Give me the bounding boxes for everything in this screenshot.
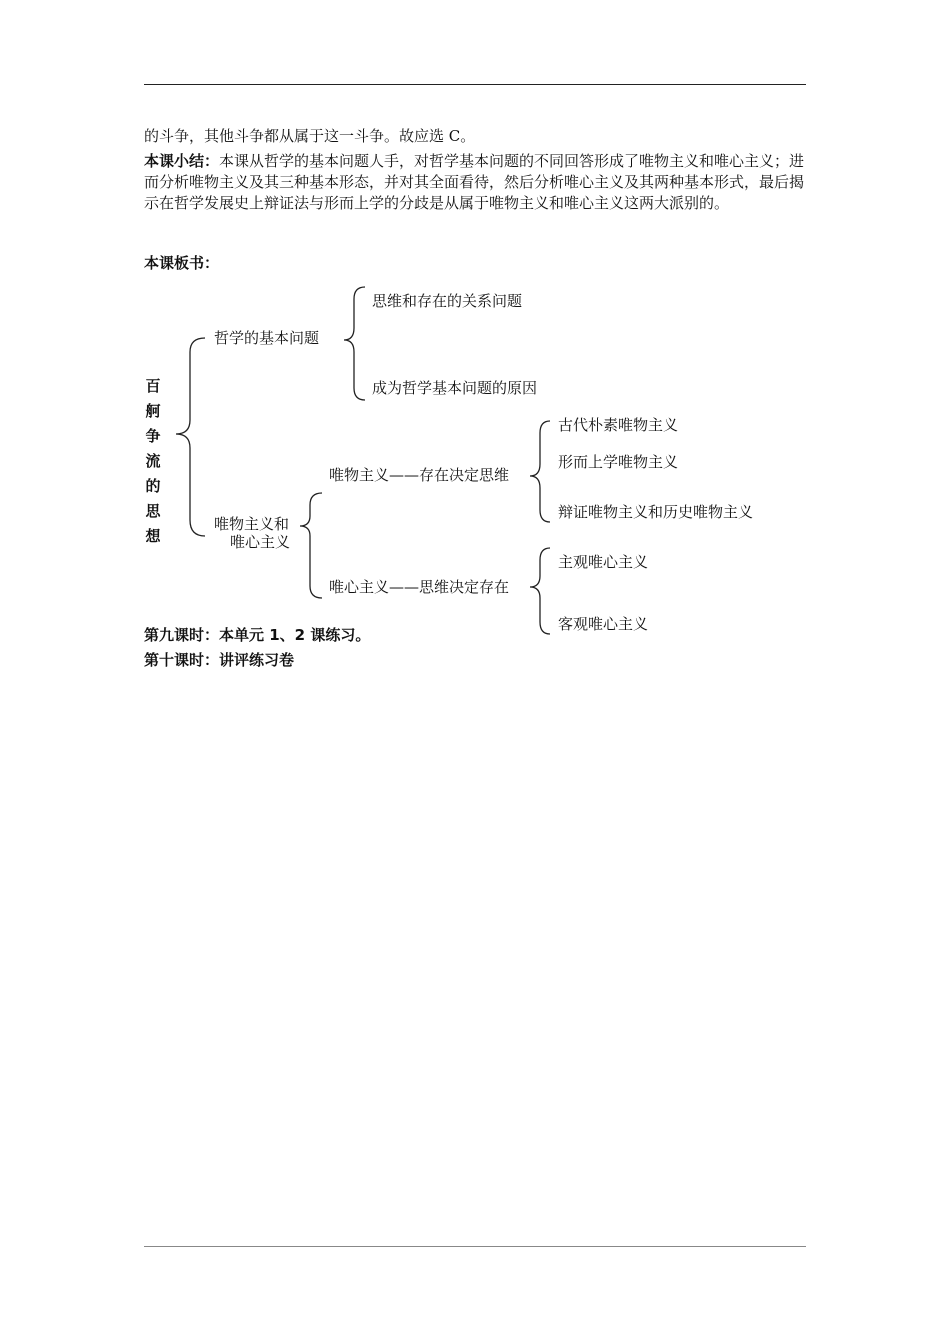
lesson9-line: 第九课时：本单元 1、2 课练习。 <box>144 626 371 644</box>
root-char: 想 <box>145 527 161 545</box>
branch1-child: 思维和存在的关系问题 <box>372 292 523 310</box>
idealism-child: 主观唯心主义 <box>558 553 649 571</box>
root-char: 流 <box>145 452 161 470</box>
branch2-brace <box>300 493 322 598</box>
board-label: 本课板书： <box>144 254 220 272</box>
root-char: 思 <box>145 502 161 520</box>
idealism-label: 唯心主义——思维决定存在 <box>329 578 510 596</box>
branch1-child: 成为哲学基本问题的原因 <box>372 379 538 397</box>
root-char: 舸 <box>145 402 161 420</box>
footer-rule <box>144 1246 806 1247</box>
branch2-label-line2: 唯心主义 <box>230 533 291 551</box>
materialism-brace <box>530 421 550 522</box>
materialism-child: 形而上学唯物主义 <box>558 453 679 471</box>
root-char: 争 <box>145 427 161 445</box>
summary-label: 本课小结： <box>144 152 220 170</box>
materialism-child: 古代朴素唯物主义 <box>558 416 679 434</box>
idealism-child: 客观唯心主义 <box>558 615 649 633</box>
materialism-label: 唯物主义——存在决定思维 <box>329 466 510 484</box>
summary-text: 本课从哲学的基本问题人手，对哲学基本问题的不同回答形成了唯物主义和唯心主义；进而分析唯物主义及其三种基本形态，并对其全面看待，然后分析唯心主义及其两种基本形式，最后揭示在哲学发展史上辩证法与形而上学的分歧是从属于唯物主义和唯心主义这两大派别的。 <box>144 152 805 212</box>
continuation-line: 的斗争，其他斗争都从属于这一斗争。故应选 C。 <box>144 127 476 145</box>
root-char: 百 <box>145 377 161 395</box>
lesson10-line: 第十课时：讲评练习卷 <box>144 651 295 669</box>
root-brace <box>176 338 205 536</box>
branch1-label: 哲学的基本问题 <box>214 329 320 347</box>
branch2-label-line1: 唯物主义和 <box>214 515 290 533</box>
idealism-brace <box>530 548 550 634</box>
branch1-brace <box>344 287 365 400</box>
root-char: 的 <box>145 477 161 495</box>
materialism-child: 辩证唯物主义和历史唯物主义 <box>558 503 754 521</box>
